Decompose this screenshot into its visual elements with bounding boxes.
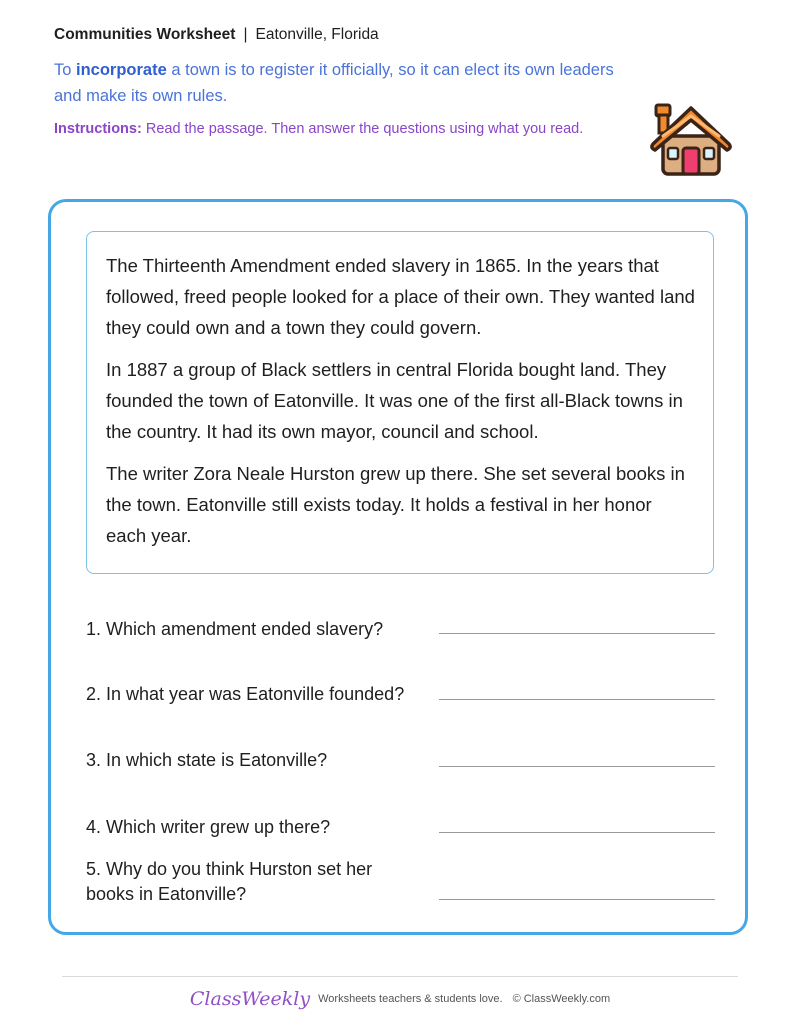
passage-paragraph: In 1887 a group of Black settlers in central Florida bought land. They founded the town of Eatonville. It was one of the first all-Black towns in the country. It had its own mayor, council and school. <box>106 359 683 442</box>
answer-line-3[interactable] <box>439 766 715 767</box>
header-separator: | <box>243 26 248 43</box>
footer-copyright: © ClassWeekly.com <box>512 993 611 1005</box>
instructions-text: Read the passage. Then answer the questions using what you read. <box>141 121 584 137</box>
answer-line-2[interactable] <box>439 699 715 700</box>
definition-text: a town is to register it officially, so it can elect its own leaders and make its own rules. <box>54 61 614 105</box>
question-1: 1. Which amendment ended slavery? <box>86 619 384 639</box>
passage-paragraph: The Thirteenth Amendment ended slavery in 1865. In the years that followed, freed people looked for a place of their own. They wanted land they could own and a town they could govern. <box>106 255 695 338</box>
worksheet-title: Communities Worksheet <box>54 26 236 43</box>
question-2: 2. In what year was Eatonville founded? <box>86 684 405 704</box>
footer-divider <box>62 976 738 977</box>
brand-logo: ClassWeekly <box>189 988 311 1010</box>
instructions-label: Instructions: <box>54 121 142 137</box>
definition-keyword: incorporate <box>76 61 167 79</box>
vocabulary-definition <box>54 57 614 109</box>
answer-line-4[interactable] <box>439 832 715 833</box>
footer-tagline: Worksheets teachers & students love. <box>318 993 503 1005</box>
worksheet-header <box>54 26 379 44</box>
question-3: 3. In which state is Eatonville? <box>86 750 328 770</box>
reading-passage <box>86 231 714 574</box>
question-5: 5. Why do you think Hurston set her books in Eatonville? <box>86 859 373 904</box>
definition-prefix: To <box>54 61 77 79</box>
question-4: 4. Which writer grew up there? <box>86 817 331 837</box>
house-icon <box>648 96 734 182</box>
worksheet-topic: Eatonville, Florida <box>255 26 379 43</box>
answer-line-1[interactable] <box>439 633 715 634</box>
answer-line-5[interactable] <box>439 899 715 900</box>
instructions <box>54 118 594 141</box>
footer <box>0 988 800 1010</box>
passage-paragraph: The writer Zora Neale Hurston grew up there. She set several books in the town. Eatonville still exists today. It holds a festival in her honor each year. <box>106 463 685 546</box>
